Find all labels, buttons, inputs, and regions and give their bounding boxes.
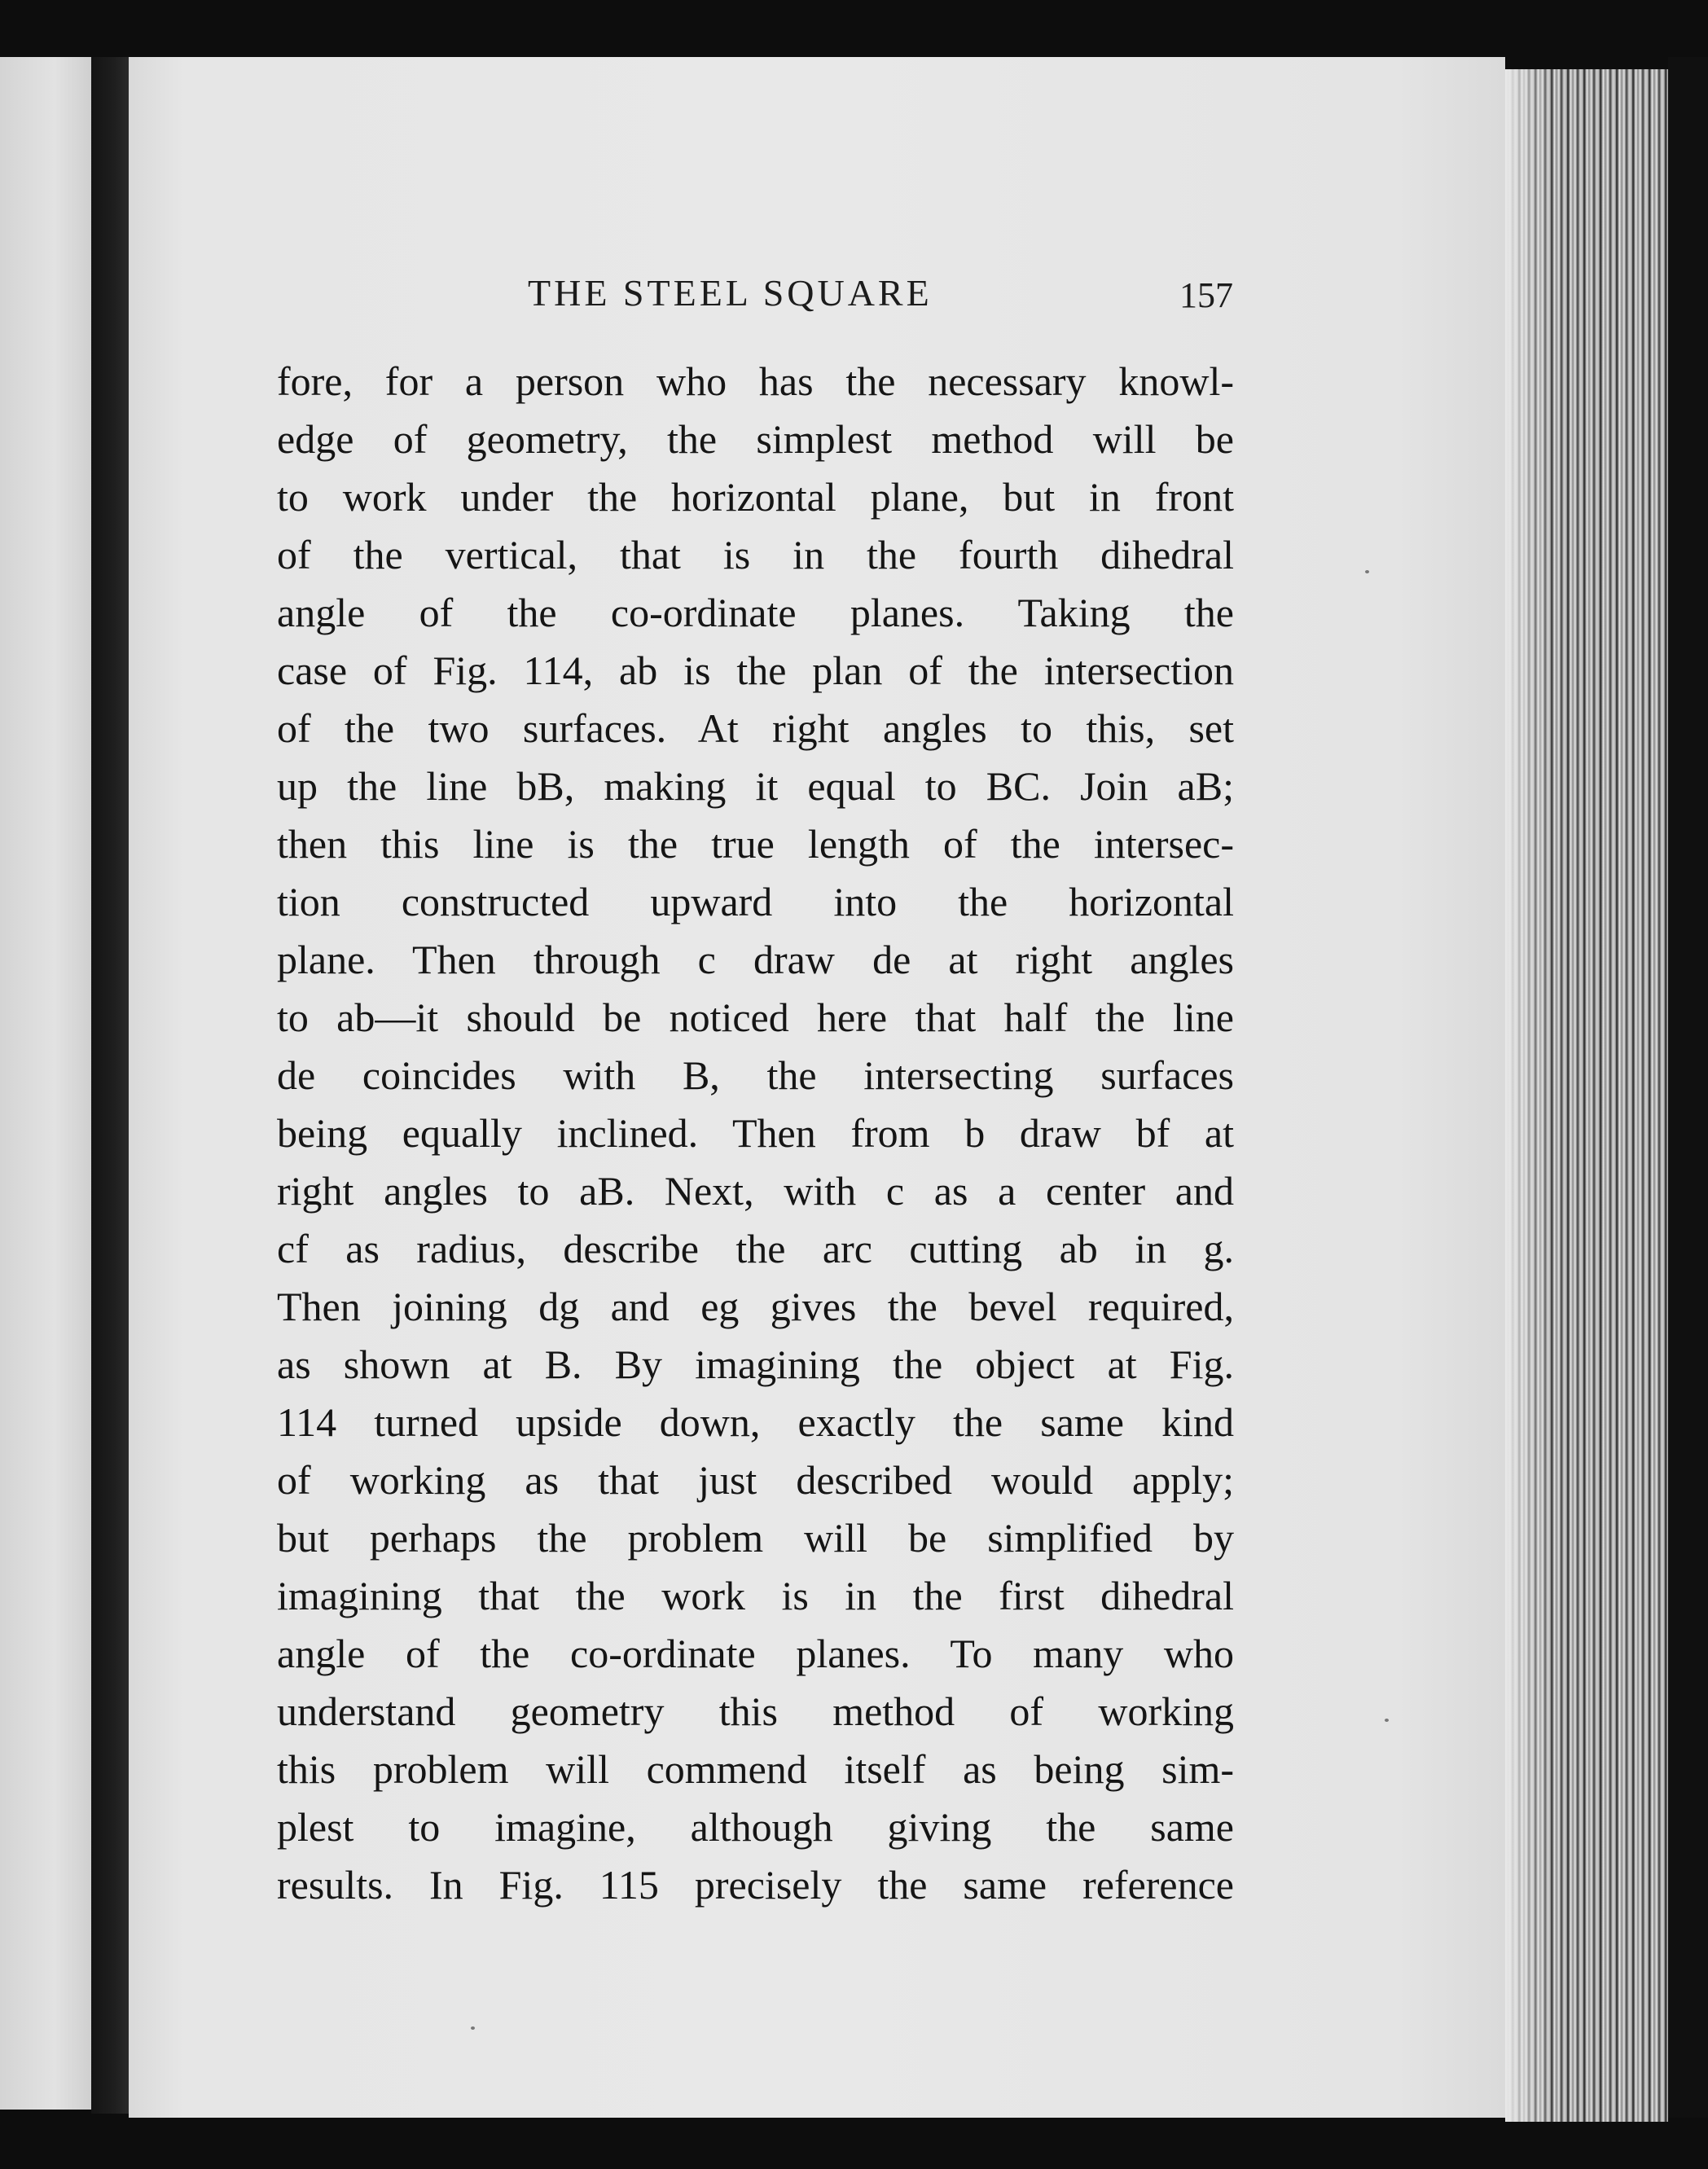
text-line: case of Fig. 114, ab is the plan of the intersection [277, 648, 1234, 693]
text-line: right angles to aB. Next, with c as a center and [277, 1168, 1234, 1214]
text-line: results. In Fig. 115 precisely the same reference [277, 1862, 1234, 1908]
text-line: understand geometry this method of working [277, 1688, 1234, 1734]
dust-speck [1365, 570, 1369, 573]
text-line: but perhaps the problem will be simplified by [277, 1515, 1234, 1561]
text-line: of the two surfaces. At right angles to this, set [277, 705, 1234, 751]
text-line: plane. Then through c draw de at right angles [277, 937, 1234, 982]
text-line: cf as radius, describe the arc cutting ab in g. [277, 1226, 1234, 1271]
book-gutter [91, 57, 129, 2114]
text-line: then this line is the true length of the intersec- [277, 821, 1234, 867]
dust-speck [471, 2026, 475, 2030]
text-line: edge of geometry, the simplest method will be [277, 416, 1234, 462]
text-line: up the line bB, making it equal to BC. Join aB; [277, 763, 1234, 809]
page-edge-shadow [1505, 69, 1554, 2122]
text-line: imagining that the work is in the first dihedral [277, 1573, 1234, 1618]
scan-border [1668, 57, 1708, 2118]
text-line: to ab—it should be noticed here that half the line [277, 994, 1234, 1040]
text-line: angle of the co-ordinate planes. Taking the [277, 590, 1234, 635]
text-line: fore, for a person who has the necessary knowl- [277, 358, 1234, 404]
text-line: plest to imagine, although giving the same [277, 1804, 1234, 1850]
text-line: to work under the horizontal plane, but in front [277, 474, 1234, 520]
text-line: as shown at B. By imagining the object at Fig. [277, 1341, 1234, 1387]
text-line: 114 turned upside down, exactly the same kind [277, 1399, 1234, 1445]
text-line: this problem will commend itself as being sim- [277, 1746, 1234, 1792]
dust-speck [1385, 1719, 1389, 1722]
body-text [277, 353, 1234, 1914]
page-number: 157 [1179, 275, 1233, 315]
text-line: of the vertical, that is in the fourth dihedral [277, 532, 1234, 577]
text-line: of working as that just described would apply; [277, 1457, 1234, 1503]
text-line: Then joining dg and eg gives the bevel required, [277, 1284, 1234, 1329]
running-title: THE STEEL SQUARE [528, 272, 933, 314]
running-head [129, 265, 1505, 330]
text-line: being equally inclined. Then from b draw bf at [277, 1110, 1234, 1156]
text-line: tion constructed upward into the horizontal [277, 879, 1234, 924]
text-line: angle of the co-ordinate planes. To many who [277, 1631, 1234, 1676]
text-line: de coincides with B, the intersecting surfaces [277, 1052, 1234, 1098]
facing-page-edge [0, 57, 91, 2110]
